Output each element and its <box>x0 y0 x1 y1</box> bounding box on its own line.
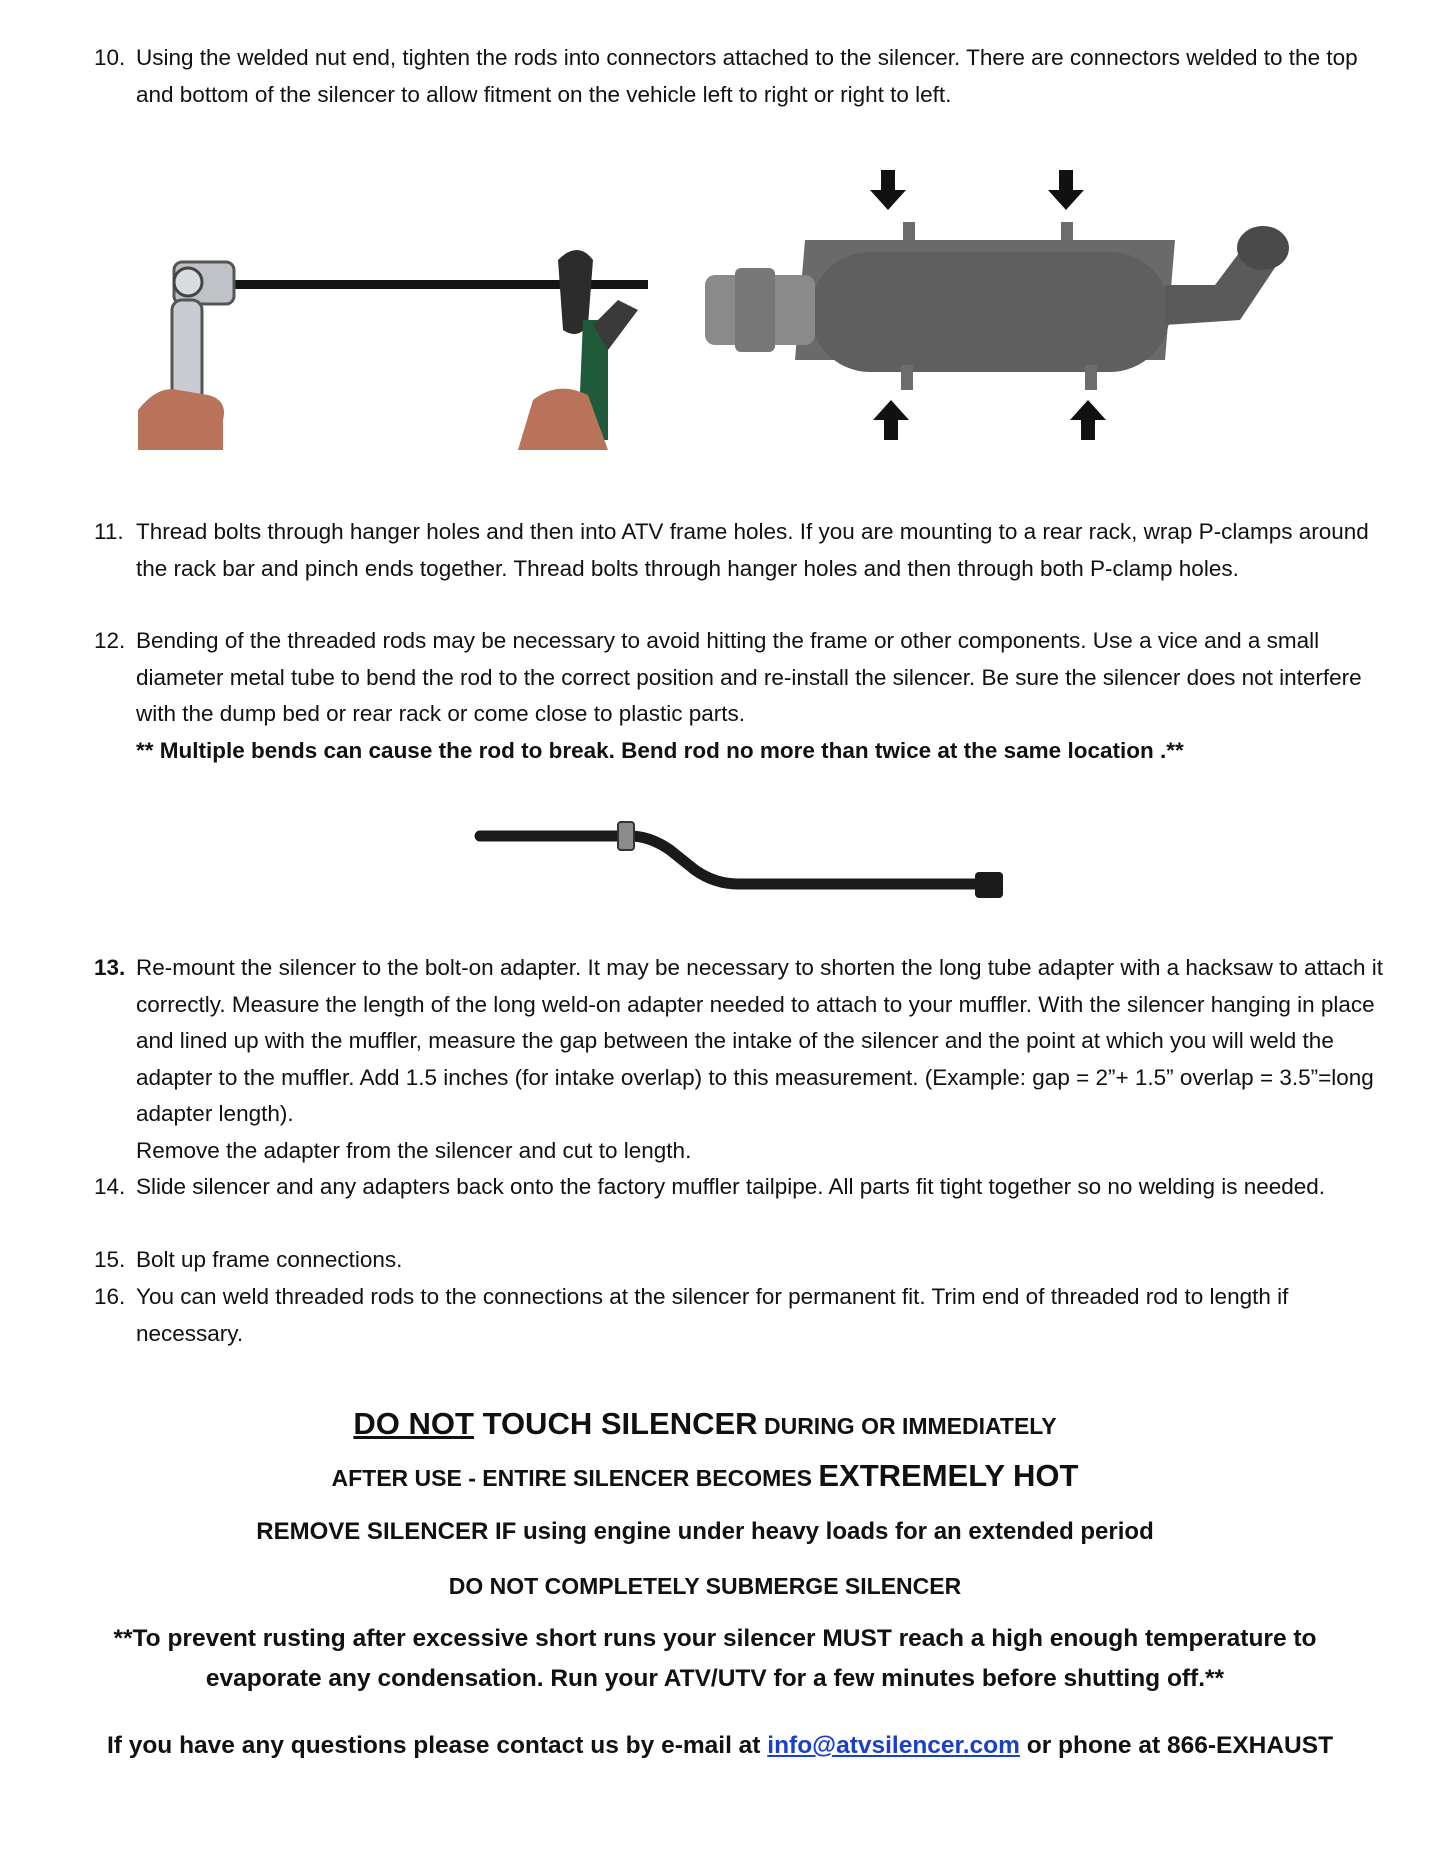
step-extra: Remove the adapter from the silencer and cut to length. <box>136 1137 692 1163</box>
step-16 <box>94 1279 1384 1352</box>
step-number: 13. <box>94 955 126 980</box>
step-number: 14. <box>94 1174 126 1199</box>
rod-end <box>975 872 1003 898</box>
step-11 <box>94 514 1384 587</box>
step-text: You can weld threaded rods to the connections at the silencer for permanent fit. Trim end of threaded rod to length if necessary. <box>136 1284 1289 1346</box>
arrow-up-icon <box>1070 400 1106 440</box>
arrow-down-icon <box>1048 170 1084 210</box>
bent-rod-photo <box>470 808 1010 898</box>
do-not-emphasis: DO NOT <box>353 1406 474 1441</box>
step-13 <box>94 950 1384 1169</box>
notice-touch: DO NOT TOUCH SILENCER DURING OR IMMEDIATELY <box>353 1406 1057 1441</box>
extremely-hot-emphasis: EXTREMELY HOT <box>818 1458 1079 1493</box>
step-number: 16. <box>94 1284 126 1309</box>
email-link[interactable]: info@atvsilencer.com <box>767 1732 1020 1759</box>
arrow-down-icon <box>870 170 906 210</box>
step-number: 15. <box>94 1247 126 1272</box>
notice-remove: REMOVE SILENCER IF using engine under heavy loads for an extended period <box>256 1518 1154 1545</box>
contact-line: If you have any questions please contact us by e-mail at info@atvsilencer.com or phone at 866-EXHAUST <box>106 1732 1334 1759</box>
step-text: Bending of the threaded rods may be necessary to avoid hitting the frame or other components. Use a vice and a small diameter metal tube to bend the rod to the correct position and re-install the silencer. Be sure the silencer does not interfere with the dump bed or rear rack or come close to plastic parts. <box>136 628 1362 726</box>
silencer-body <box>810 252 1170 372</box>
notice-submerge: DO NOT COMPLETELY SUBMERGE SILENCER <box>448 1573 962 1599</box>
step-15 <box>94 1242 1384 1279</box>
step-text: Thread bolts through hanger holes and then into ATV frame holes. If you are mounting to a rear rack, wrap P-clamps around the rack bar and pinch ends together. Thread bolts through hanger holes and then through both P-clamp holes. <box>136 519 1369 581</box>
step-text: Using the welded nut end, tighten the rods into connectors attached to the silencer. There are connectors welded to the top and bottom of the silencer to allow fitment on the vehicle left to right or right to left. <box>136 45 1358 107</box>
step-number: 12. <box>94 628 126 653</box>
bent-rod <box>480 836 990 884</box>
notice-rust: **To prevent rusting after excessive short runs your silencer MUST reach a high enough temperature to evaporate any condensation. Run your ATV/UTV for a few minutes before shutting off.** <box>113 1625 1317 1692</box>
step-text: Bolt up frame connections. <box>136 1247 403 1272</box>
wrench-pliers-photo <box>138 150 658 450</box>
silencer-photo <box>695 160 1295 445</box>
step-number: 11. <box>94 519 124 544</box>
rod-nut <box>618 822 634 850</box>
step-text: Re-mount the silencer to the bolt-on adapter. It may be necessary to shorten the long tube adapter with a hacksaw to attach it correctly. Measure the length of the long weld-on adapter needed to attach to your muffler. With the silencer hanging in place and lined up with the muffler, measure the gap between the intake of the silencer and the point at which you will weld the adapter to the muffler. Add 1.5 inches (for intake overlap) to this measurement. (Example: gap = 2”+ 1.5” overlap = 3.5”=long adapter length). <box>136 955 1383 1126</box>
step-number: 10. <box>94 45 126 70</box>
step-text: Slide silencer and any adapters back onto the factory muffler tailpipe. All parts fit tight together so no welding is needed. <box>136 1174 1326 1199</box>
step-14 <box>94 1169 1384 1206</box>
left-hand <box>138 389 224 450</box>
step-12 <box>94 623 1384 769</box>
notice-hot: AFTER USE - ENTIRE SILENCER BECOMES EXTREMELY HOT <box>331 1458 1079 1493</box>
step-10 <box>94 40 1384 113</box>
arrow-up-icon <box>873 400 909 440</box>
bend-warning: ** Multiple bends can cause the rod to break. Bend rod no more than twice at the same location .** <box>136 737 1184 763</box>
